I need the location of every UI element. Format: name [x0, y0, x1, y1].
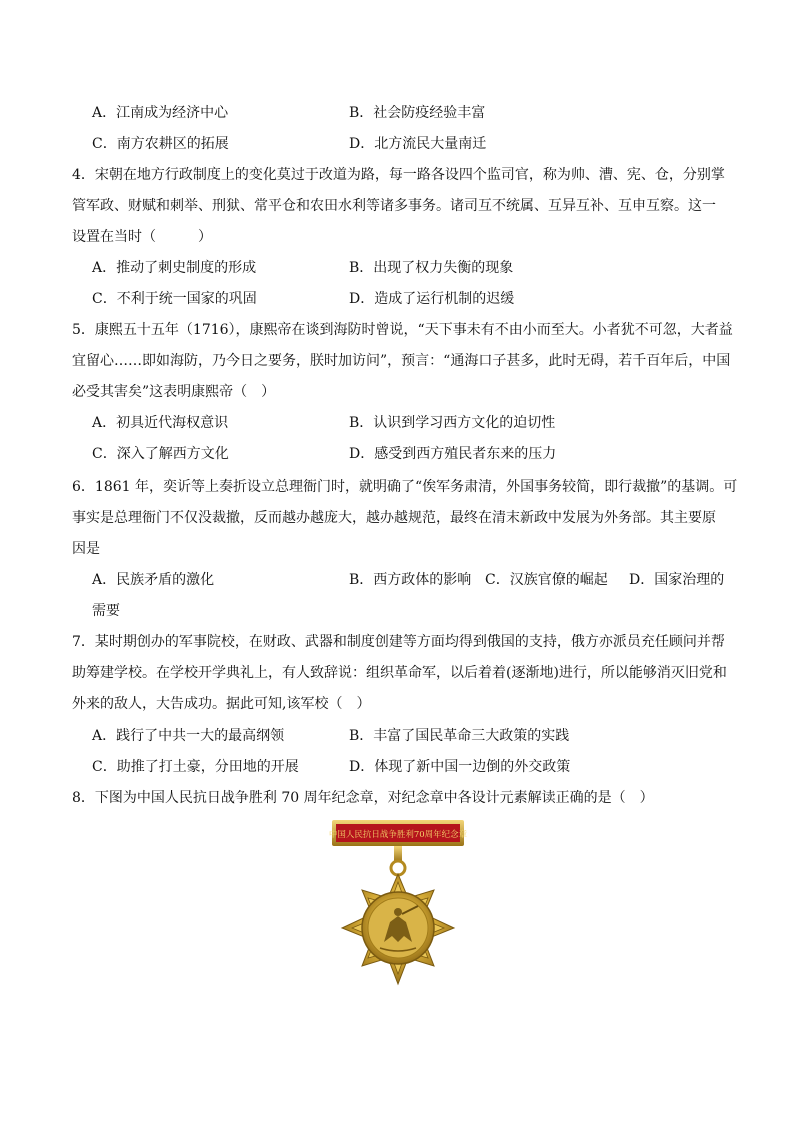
q5-option-c: C．深入了解西方文化: [92, 446, 229, 462]
q5-option-a: A．初具近代海权意识: [92, 415, 229, 431]
q4-option-c: C．不利于统一国家的巩固: [92, 291, 257, 307]
q7-option-b: B．丰富了国民革命三大政策的实践: [349, 728, 570, 744]
q6-stem-line-1: 6．1861 年，奕䜣等上奏折设立总理衙门时，就明确了“俟军务肃清，外国事务较简，即行裁撤”的基调。可: [72, 479, 738, 495]
q3-option-d: D．北方流民大量南迁: [349, 136, 487, 152]
q3-option-b: B．社会防疫经验丰富: [349, 105, 486, 121]
q4-option-d: D．造成了运行机制的迟缓: [349, 291, 515, 307]
q5-option-b: B．认识到学习西方文化的迫切性: [349, 415, 556, 431]
q7-option-c: C．助推了打土豪，分田地的开展: [92, 759, 299, 775]
q3-option-a: A．江南成为经济中心: [92, 105, 229, 121]
q5-stem-line-1: 5．康熙五十五年（1716），康熙帝在谈到海防时曾说，“天下事未有不由小而至大。小者犹不可忽，大者益: [72, 322, 733, 338]
commemorative-medal-image: [328, 818, 468, 1018]
q6-option-d-continued: 需要: [92, 603, 120, 619]
q3-option-c: C．南方农耕区的拓展: [92, 136, 229, 152]
q5-stem-line-3: 必受其害矣”这表明康熙帝（ ）: [72, 384, 276, 400]
q6-option-d: D．国家治理的: [629, 572, 725, 588]
q7-option-a: A．践行了中共一大的最高纲领: [92, 728, 285, 744]
q4-option-b: B．出现了权力失衡的现象: [349, 260, 514, 276]
q6-option-a: A．民族矛盾的激化: [92, 572, 215, 588]
medal-bar-text: 中国人民抗日战争胜利70周年纪念章: [328, 830, 468, 840]
q4-stem-line-1: 4．宋朝在地方行政制度上的变化莫过于改道为路，每一路各设四个监司官，称为帅、漕、宪、仓，分别掌: [72, 167, 725, 183]
q7-stem-line-2: 助筹建学校。在学校开学典礼上，有人致辞说：组织革命军，以后着着(逐渐地)进行，所以能够消灭旧党和: [72, 665, 727, 681]
q7-stem-line-3: 外来的敌人，大告成功。据此可知,该军校（ ）: [72, 696, 371, 712]
q7-stem-line-1: 7．某时期创办的军事院校，在财政、武器和制度创建等方面均得到俄国的支持，俄方亦派员充任顾问并帮: [72, 634, 725, 650]
q6-option-b: B．西方政体的影响: [349, 572, 472, 588]
q4-stem-line-3: 设置在当时（ ）: [72, 229, 212, 245]
q6-stem-line-3: 因是: [72, 541, 100, 557]
q4-option-a: A．推动了刺史制度的形成: [92, 260, 257, 276]
q7-option-d: D．体现了新中国一边倒的外交政策: [349, 759, 571, 775]
q4-stem-line-2: 管军政、财赋和刺举、刑狱、常平仓和农田水利等诸多事务。诸司互不统属、互异互补、互申互察。这一: [72, 198, 716, 214]
q6-option-c: C．汉族官僚的崛起: [485, 572, 608, 588]
q5-stem-line-2: 宜留心……即如海防，乃今日之要务，朕时加访问”，预言：“通海口子甚多，此时无碍，若千百年后，中国: [72, 353, 731, 369]
q5-option-d: D．感受到西方殖民者东来的压力: [349, 446, 557, 462]
q6-stem-line-2: 事实是总理衙门不仅没裁撤，反而越办越庞大，越办越规范，最终在清末新政中发展为外务部。其主要原: [72, 510, 716, 526]
q8-stem-line-1: 8．下图为中国人民抗日战争胜利 70 周年纪念章，对纪念章中各设计元素解读正确的是（ ）: [72, 790, 654, 806]
